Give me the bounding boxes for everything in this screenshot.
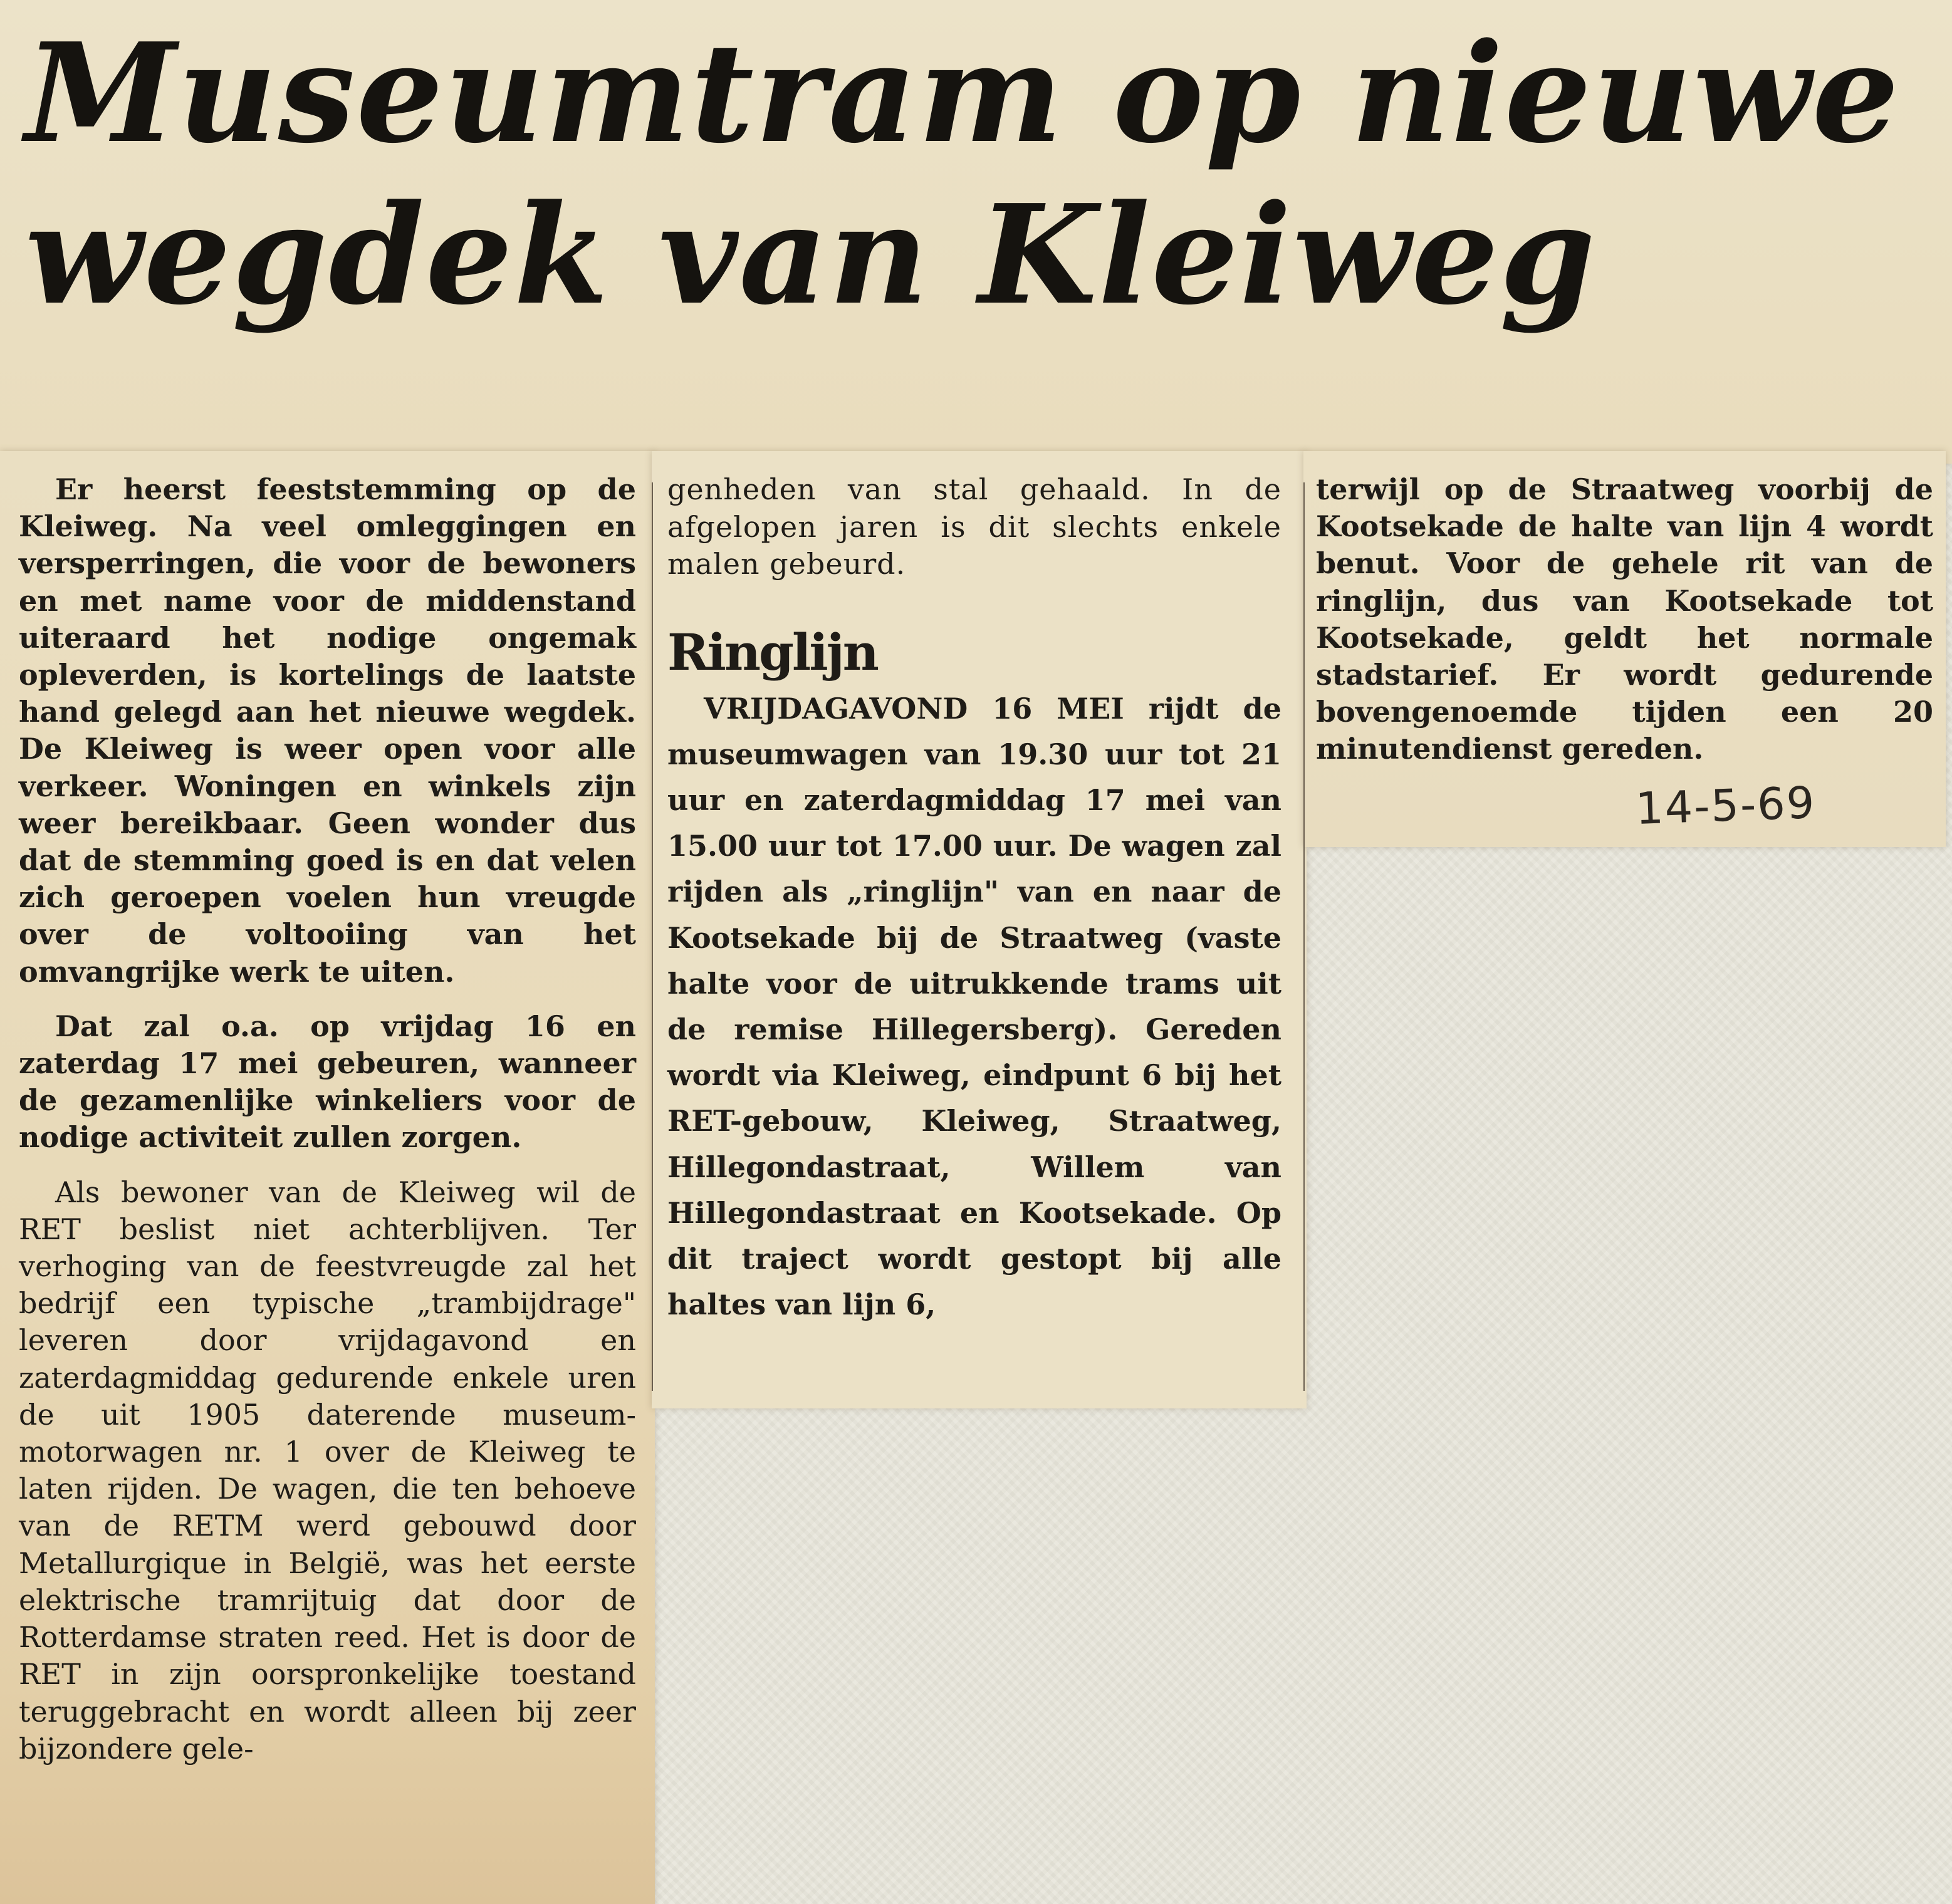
column-3-body: terwijl op de Straatweg voorbij de Kootsekade de halte van lijn 4 wordt benut. Voor de gehele rit van de ringlijn, dus van Kootsekade tot Kootsekade, geldt het normale stadstarief. Er wordt gedurende bovengenoemde tijden een 20 minutendienst gereden.: [1316, 472, 1933, 766]
column-2-continuation: genheden van stal gehaald. In de afgelopen jaren is dit slechts enkele malen gebeurd.: [667, 472, 1281, 581]
headline: [25, 13, 1936, 336]
subheading-ringlijn: Ringlijn: [667, 622, 877, 682]
column-rule-1: [652, 482, 653, 1391]
column-rule-2: [1303, 482, 1305, 1391]
headline-line-1: Museumtram op nieuwe: [25, 13, 1901, 174]
article-column-1: [19, 471, 636, 1767]
headline-line-2: wegdek van Kleiweg: [25, 175, 1597, 335]
column-1-paragraph-2: Dat zal o.a. op vrijdag 16 en zaterdag 17 mei gebeuren, wanneer de gezamenlijke winkeliers voor de nodige activiteit zullen zorgen.: [19, 1009, 636, 1155]
article-column-3: [1316, 471, 1933, 768]
column-1-paragraph-3: Als bewoner van de Kleiweg wil de RET beslist niet achterblijven. Ter verhoging van de feestvreugde zal het bedrijf een typische „trambijdrage" leveren door vrijdagavond en zaterdagmiddag gedurende enkele uren de uit 1905 daterende museum-motorwagen nr. 1 over de Kleiweg te laten rijden. De wagen, die ten behoeve van de RETM werd gebouwd door Metallurgique in België, was het eerste elektrische tramrijtuig dat door de Rotterdamse straten reed. Het is door de RET in zijn oorspronkelijke toestand teruggebracht en wordt alleen bij zeer bijzondere gele-: [19, 1175, 636, 1766]
handwritten-date: 14-5-69: [1634, 777, 1817, 835]
article-column-2: [667, 471, 1281, 1328]
column-2-body: VRIJDAGAVOND 16 MEI rijdt de museumwagen van 19.30 uur tot 21 uur en zaterdagmiddag 17 mei van 15.00 uur tot 17.00 uur. De wagen zal rijden als „ringlijn" van en naar de Kootsekade bij de Straatweg (vaste halte voor de uitrukkende trams uit de remise Hillegersberg). Gereden wordt via Kleiweg, eindpunt 6 bij het RET-gebouw, Kleiweg, Straatweg, Hillegondastraat, Willem van Hillegondastraat en Kootsekade. Op dit traject wordt gestopt bij alle haltes van lijn 6,: [667, 691, 1281, 1322]
column-1-paragraph-1: Er heerst feeststemming op de Kleiweg. Na veel omleggingen en versperringen, die voor de bewoners en met name voor de middenstand uiteraard het nodige ongemak opleverden, is kortelings de laatste hand gelegd aan het nieuwe wegdek. De Kleiweg is weer open voor alle verkeer. Woningen en winkels zijn weer bereikbaar. Geen wonder dus dat de stemming goed is en dat velen zich geroepen voelen hun vreugde over de voltooiing van het omvangrijke werk te uiten.: [19, 472, 636, 989]
